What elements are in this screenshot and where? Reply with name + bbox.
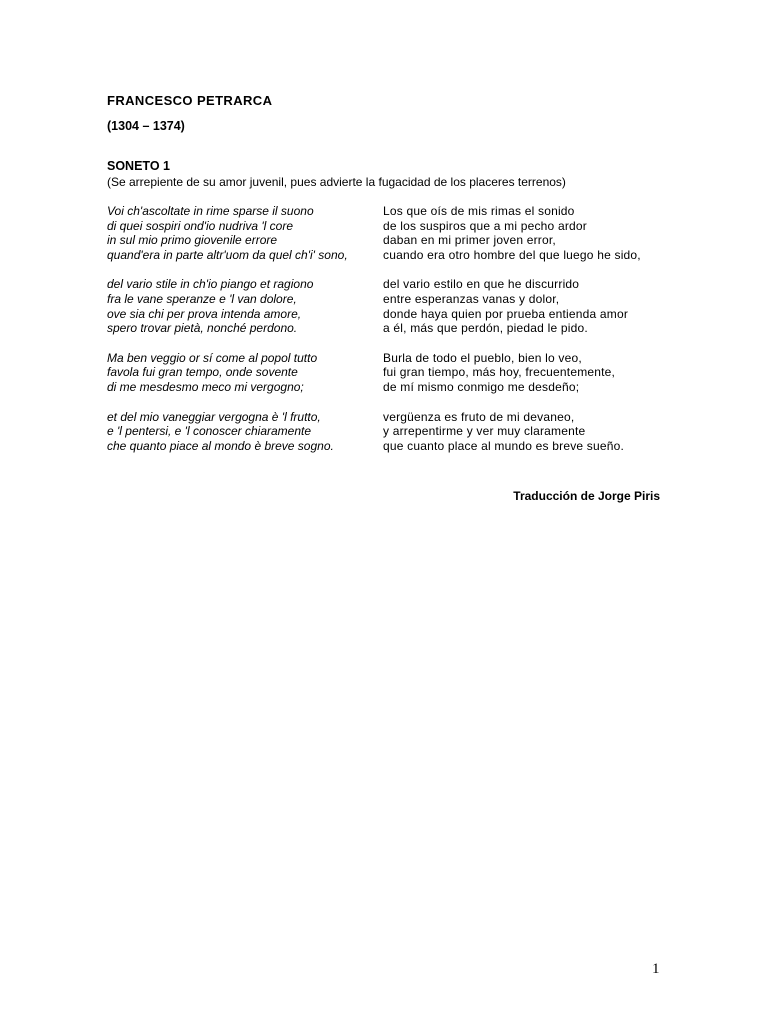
spanish-stanza-2 xyxy=(383,277,641,335)
italian-stanza-2 xyxy=(107,277,348,335)
spanish-verse: del vario estilo en que he discurrido xyxy=(383,277,580,292)
spanish-verse: de los suspiros que a mi pecho ardor xyxy=(383,218,587,233)
spanish-verse: vergüenza es fruto de mi devaneo, xyxy=(383,409,575,424)
italian-verse: spero trovar pietà, nonché perdono. xyxy=(107,321,298,336)
translator-credit: Traducción de Jorge Piris xyxy=(513,489,660,503)
spanish-verse: cuando era otro hombre del que luego he sido, xyxy=(383,247,641,262)
sonnet-subtitle: (Se arrepiente de su amor juvenil, pues advierte la fugacidad de los placeres terrenos) xyxy=(107,175,566,189)
italian-verse: di me mesdesmo meco mi vergogno; xyxy=(107,379,304,394)
spanish-verse: entre esperanzas vanas y dolor, xyxy=(383,291,560,306)
spanish-stanza-3 xyxy=(383,351,641,395)
italian-stanza-1 xyxy=(107,204,348,262)
italian-verse: e 'l pentersi, e 'l conoscer chiaramente xyxy=(107,424,312,439)
spanish-stanza-4 xyxy=(383,410,641,454)
italian-verse: et del mio vaneggiar vergogna è 'l frutto, xyxy=(107,409,321,424)
italian-verse: Voi ch'ascoltate in rime sparse il suono xyxy=(107,204,314,218)
italian-verse: fra le vane speranze e 'l van dolore, xyxy=(107,291,297,306)
spanish-verse: y arrepentirme y ver muy claramente xyxy=(383,424,586,439)
spanish-verse: a él, más que perdón, piedad le pido. xyxy=(383,321,588,336)
italian-verse: ove sia chi per prova intenda amore, xyxy=(107,306,302,321)
spanish-stanza-1 xyxy=(383,204,641,262)
italian-stanza-4 xyxy=(107,410,348,454)
spanish-verse: donde haya quien por prueba entienda amor xyxy=(383,306,629,321)
spanish-verse: fui gran tiempo, más hoy, frecuentemente, xyxy=(383,365,616,380)
author-heading: FRANCESCO PETRARCA xyxy=(107,93,273,108)
italian-stanza-3 xyxy=(107,351,348,395)
sonnet-title: SONETO 1 xyxy=(107,159,170,173)
spanish-verse: daban en mi primer joven error, xyxy=(383,233,556,248)
author-dates: (1304 – 1374) xyxy=(107,119,185,133)
italian-verse: del vario stile in ch'io piango et ragiono xyxy=(107,277,314,292)
spanish-verse: que cuanto place al mundo es breve sueño. xyxy=(383,438,625,453)
page-number: 1 xyxy=(652,961,660,977)
italian-verse: che quanto piace al mondo è breve sogno. xyxy=(107,438,334,453)
italian-column xyxy=(107,204,348,468)
italian-verse: di quei sospiri ond'io nudriva 'l core xyxy=(107,218,294,233)
spanish-verse: Burla de todo el pueblo, bien lo veo, xyxy=(383,350,582,365)
italian-verse: quand'era in parte altr'uom da quel ch'i' sono, xyxy=(107,247,348,262)
spanish-column xyxy=(383,204,641,468)
spanish-verse: de mí mismo conmigo me desdeño; xyxy=(383,379,580,394)
italian-verse: in sul mio primo giovenile errore xyxy=(107,233,278,248)
spanish-verse: Los que oís de mis rimas el sonido xyxy=(383,204,575,218)
italian-verse: favola fui gran tempo, onde sovente xyxy=(107,365,298,380)
italian-verse: Ma ben veggio or sí come al popol tutto xyxy=(107,350,318,365)
